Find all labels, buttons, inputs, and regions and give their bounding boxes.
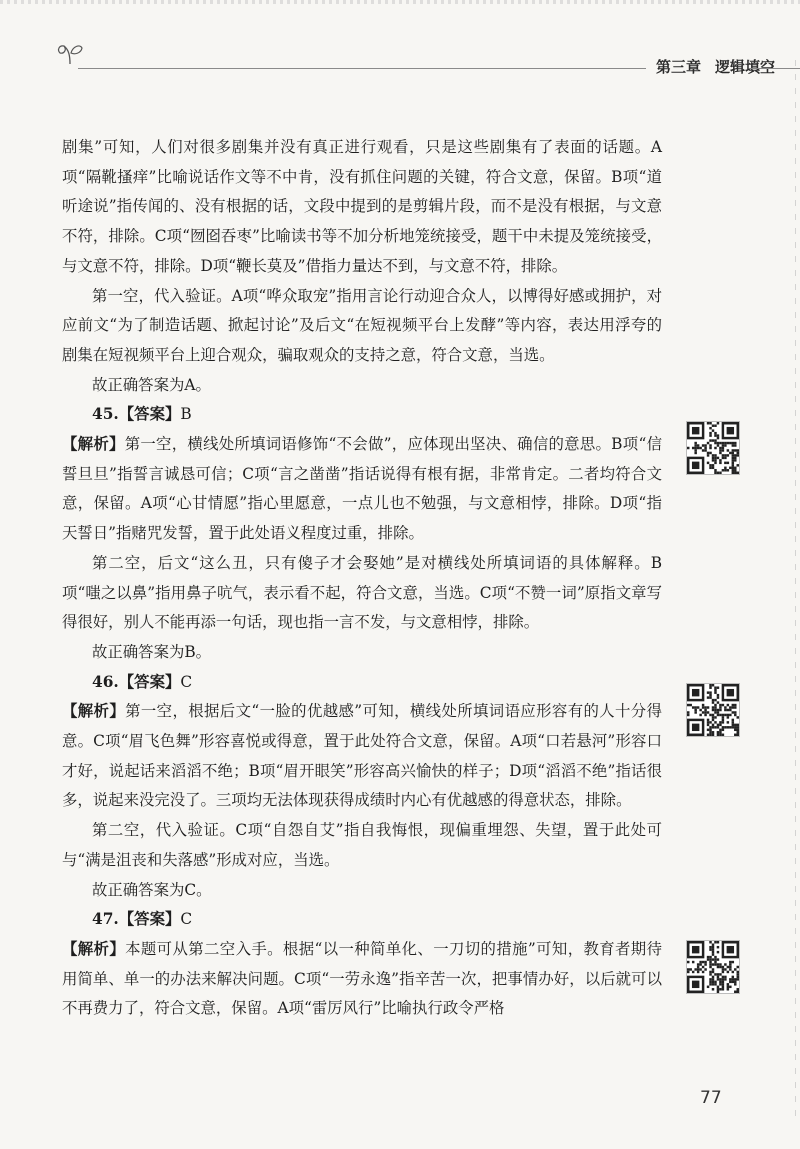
question-46-answer	[62, 668, 662, 698]
leaf-icon	[56, 40, 84, 66]
qr-code-icon	[687, 684, 739, 736]
answer-value: B	[180, 405, 192, 424]
question-number: 46.	[92, 672, 119, 691]
qr-code-icon	[687, 422, 739, 474]
page-body	[62, 133, 662, 1024]
chapter-heading	[656, 56, 775, 77]
answer-label: 【答案】	[118, 405, 181, 424]
analysis-label: 【解析】	[62, 939, 126, 958]
qr-code-icon	[687, 941, 739, 993]
scan-edge	[795, 60, 796, 1120]
scan-noise	[0, 0, 800, 4]
question-47-analysis	[62, 935, 662, 1024]
paragraph: 剧集”可知，人们对很多剧集并没有真正进行观看，只是这些剧集有了表面的话题。A项“隔靴搔痒”比喻说话作文等不中肯，没有抓住问题的关键，符合文意，保留。B项“道听途说”指传闻的、没有根据的话，文段中提到的是剪辑片段，而不是没有根据，与文意不符，排除。C项“囫囵吞枣”比喻读书等不加分析地笼统接受，题干中未提及笼统接受，与文意不符，排除。D项“鞭长莫及”借指力量达不到，与文意不符，排除。	[62, 138, 662, 275]
question-number: 45.	[92, 405, 119, 424]
paragraph: 第二空，后文“这么丑，只有傻子才会娶她”是对横线处所填词语的具体解释。B项“嗤之以鼻”指用鼻子吭气，表示看不起，符合文意，当选。C项“不赞一词”原指文章写得很好，别人不能再添一句话，现也指一言不发，与文意相悖，排除。	[62, 553, 662, 632]
paragraph: 第一空，代入验证。A项“哗众取宠”指用言论行动迎合众人，以博得好感或拥护，对应前文“为了制造话题、掀起讨论”及后文“在短视频平台上发酵”等内容，表达用浮夸的剧集在短视频平台上迎合观众，骗取观众的支持之意，符合文意，当选。	[62, 286, 662, 364]
analysis-text: 第一空，横线处所填词语修饰“不会做”，应体现出坚决、确信的意思。B项“信誓旦旦”指誓言诚恳可信；C项“言之凿凿”指话说得有根有据，非常肯定。二者均符合文意，保留。A项“心甘情愿”指心里愿意，一点儿也不勉强，与文意相悖，排除。D项“指天誓日”指赌咒发誓，置于此处语义程度过重，排除。	[62, 435, 662, 543]
chapter-number: 第三章	[656, 58, 702, 76]
analysis-text: 第一空，根据后文“一脸的优越感”可知，横线处所填词语应形容有的人十分得意。C项“眉飞色舞”形容喜悦或得意，置于此处符合文意，保留。A项“口若悬河”形容口才好，说起话来滔滔不绝；B项“眉开眼笑”形容高兴愉快的样子；D项“滔滔不绝”指话很多，说起来没完没了。三项均无法体现获得成绩时内心有优越感的得意状态，排除。	[62, 702, 662, 810]
question-47-answer	[62, 905, 662, 935]
analysis-text: 本题可从第二空入手。根据“以一种简单化、一刀切的措施”可知，教育者期待用简单、单一的办法来解决问题。C项“一劳永逸”指辛苦一次，把事情办好，以后就可以不再费力了，符合文意，保留。A项“雷厉风行”比喻执行政令严格	[62, 939, 662, 1018]
analysis-label: 【解析】	[62, 702, 126, 721]
qr-code-46[interactable]	[686, 683, 740, 737]
qr-code-47[interactable]	[686, 940, 740, 994]
question-46-analysis	[62, 697, 662, 816]
conclusion-line: 故正确答案为C。	[92, 880, 212, 899]
chapter-title: 逻辑填空	[715, 58, 776, 76]
paragraph: 第二空，代入验证。C项“自怨自艾”指自我悔恨，现偏重埋怨、失望，置于此处可与“满是沮丧和失落感”形成对应，当选。	[62, 821, 662, 869]
answer-label: 【答案】	[118, 910, 181, 929]
analysis-label: 【解析】	[62, 435, 125, 454]
header-rule	[78, 68, 646, 69]
answer-label: 【答案】	[118, 672, 181, 691]
page-header	[56, 38, 800, 78]
header-rule-tail	[750, 68, 800, 69]
question-number: 47.	[92, 910, 119, 929]
conclusion-line: 故正确答案为B。	[92, 642, 212, 661]
question-45-analysis	[62, 430, 662, 549]
qr-code-45[interactable]	[686, 421, 740, 475]
answer-value: C	[180, 672, 193, 691]
answer-value: C	[180, 910, 193, 929]
conclusion-line: 故正确答案为A。	[92, 375, 211, 394]
page-number: 77	[700, 1088, 722, 1108]
question-45-answer	[62, 400, 662, 430]
